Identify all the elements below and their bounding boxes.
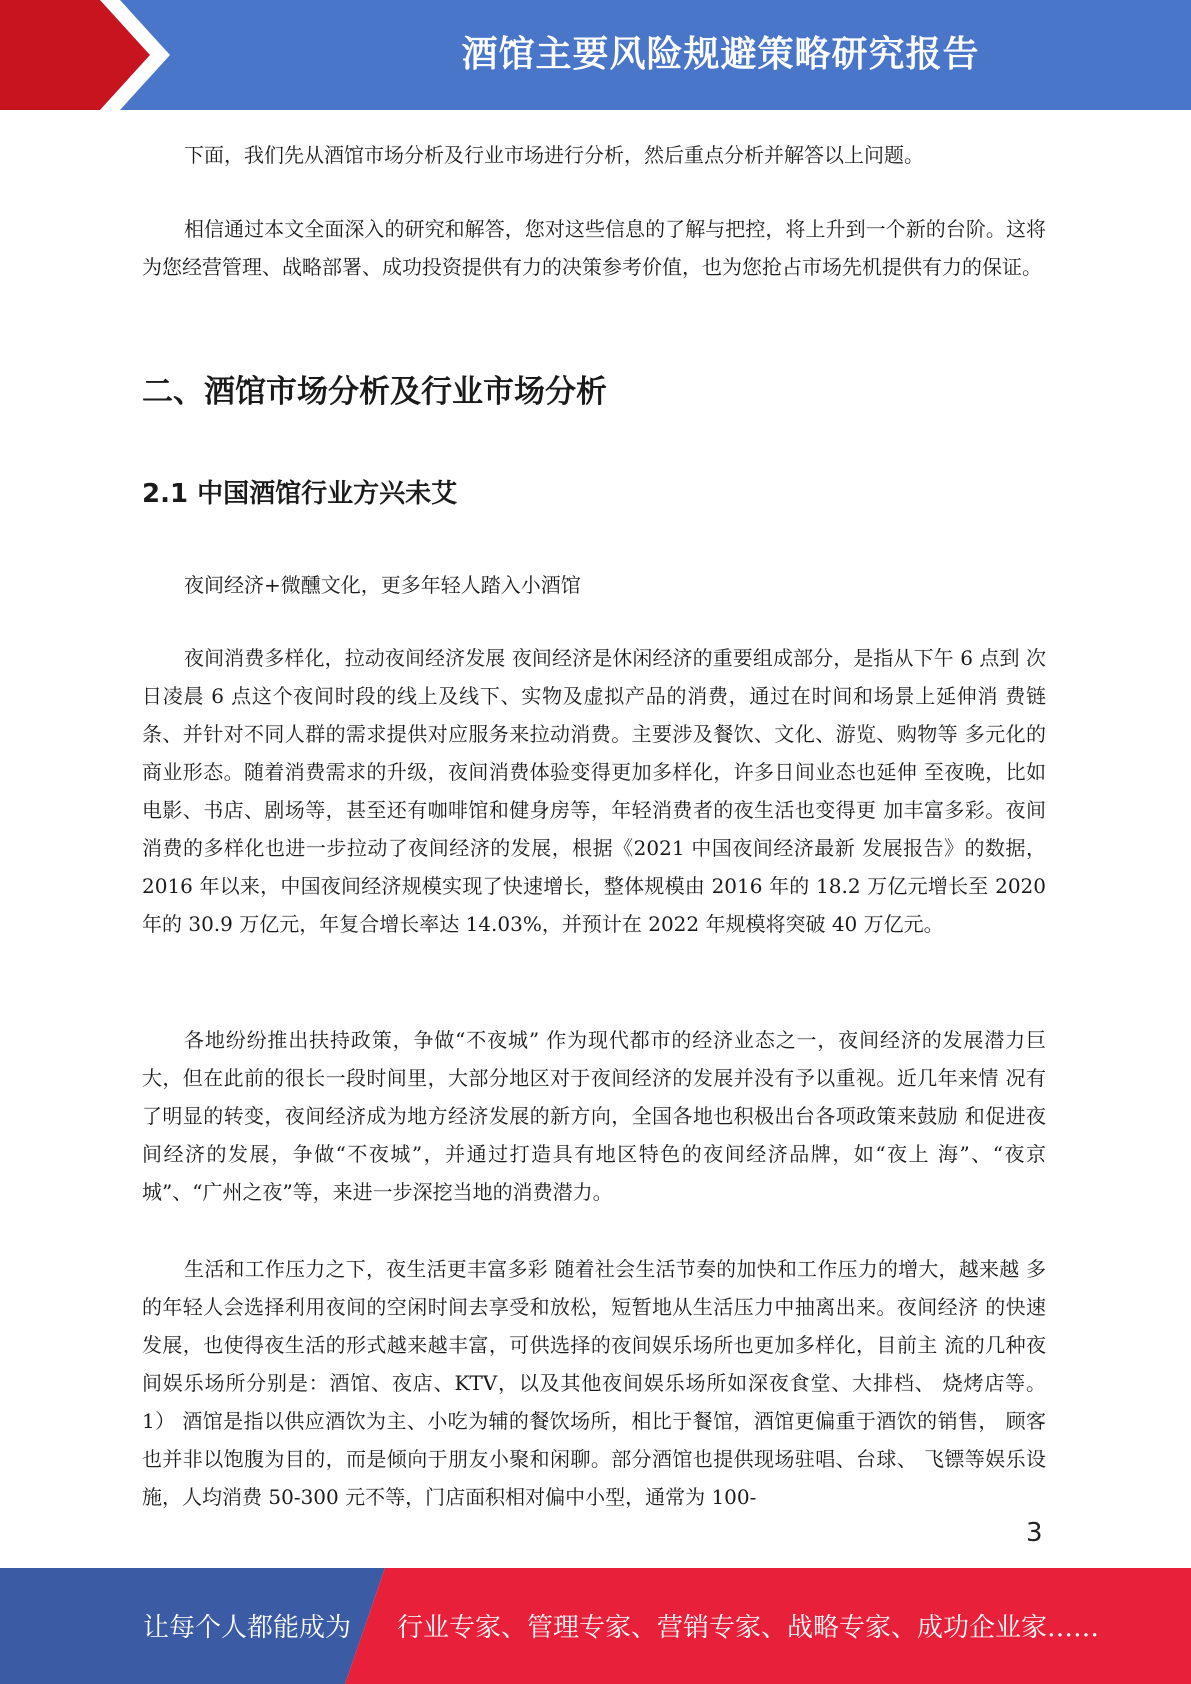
page-number: 3 — [1026, 1518, 1043, 1548]
page-header — [0, 0, 1191, 110]
header-arrow-decoration — [0, 0, 260, 110]
document-title: 酒馆主要风险规避策略研究报告 — [461, 34, 980, 75]
body-paragraph-3: 各地纷纷推出扶持政策，争做“不夜城” 作为现代都市的经济业态之一，夜间经济的发展潜力巨 大，但在此前的很长一段时间里，大部分地区对于夜间经济的发展并没有予以重视。近几年来情 况有了明显的转变，夜间经济成为地方经济发展的新方向，全国各地也积极出台各项政策来鼓励 和促进夜间经济的发展，争做“不夜城”，并通过打造具有地区特色的夜间经济品牌，如“夜上 海”、“夜京城”、“广州之夜”等，来进一步深挖当地的消费潜力。 — [142, 1028, 1046, 1204]
body-paragraph-2: 夜间消费多样化，拉动夜间经济发展 夜间经济是休闲经济的重要组成部分，是指从下午 6 点到 次日凌晨 6 点这个夜间时段的线上及线下、实物及虚拟产品的消费，通过在时间和场景上延伸消 费链条、并针对不同人群的需求提供对应服务来拉动消费。主要涉及餐饮、文化、游览、购物等 多元化的商业形态。随着消费需求的升级，夜间消费体验变得更加多样化，许多日间业态也延伸 至夜晚，比如电影、书店、剧场等，甚至还有咖啡馆和健身房等，年轻消费者的夜生活也变得更 加丰富多彩。夜间消费的多样化也进一步拉动了夜间经济的发展，根据《2021 中国夜间经济最新 发展报告》的数据，2016 年以来，中国夜间经济规模实现了快速增长，整体规模由 2016 年的 18.2 万亿元增长至 2020 年的 30.9 万亿元，年复合增长率达 14.03%，并预计在 2022 年规模将突破 40 万亿元。 — [142, 646, 1046, 936]
section-heading: 二、酒馆市场分析及行业市场分析 — [142, 374, 607, 410]
page-footer — [0, 1568, 1191, 1684]
intro-paragraph-2: 相信通过本文全面深入的研究和解答，您对这些信息的了解与把控，将上升到一个新的台阶。这将为您经营管理、战略部署、成功投资提供有力的决策参考价值，也为您抢占市场先机提供有力的保证。 — [142, 217, 1046, 279]
footer-slogan-right: 行业专家、管理专家、营销专家、战略专家、成功企业家…… — [397, 1613, 1100, 1643]
body-paragraph-4: 生活和工作压力之下，夜生活更丰富多彩 随着社会生活节奏的加快和工作压力的增大，越来越 多的年轻人会选择利用夜间的空闲时间去享受和放松，短暂地从生活压力中抽离出来。夜间经济 的快速发展，也使得夜生活的形式越来越丰富，可供选择的夜间娱乐场所也更加多样化，目前主 流的几种夜间娱乐场所分别是：酒馆、夜店、KTV，以及其他夜间娱乐场所如深夜食堂、大排档、 烧烤店等。 1） 酒馆是指以供应酒饮为主、小吃为辅的餐饮场所，相比于餐馆，酒馆更偏重于酒饮的销售， 顾客也并非以饱腹为目的，而是倾向于朋友小聚和闲聊。部分酒馆也提供现场驻唱、台球、 飞镖等娱乐设施，人均消费 50-300 元不等，门店面积相对偏中小型，通常为 100- — [142, 1257, 1046, 1509]
footer-slogan-left: 让每个人都能成为 — [143, 1613, 352, 1643]
intro-paragraph-1: 下面，我们先从酒馆市场分析及行业市场进行分析，然后重点分析并解答以上问题。 — [184, 143, 924, 167]
body-paragraph-1: 夜间经济+微醺文化，更多年轻人踏入小酒馆 — [184, 573, 581, 597]
subsection-heading: 2.1 中国酒馆行业方兴未艾 — [142, 479, 458, 509]
